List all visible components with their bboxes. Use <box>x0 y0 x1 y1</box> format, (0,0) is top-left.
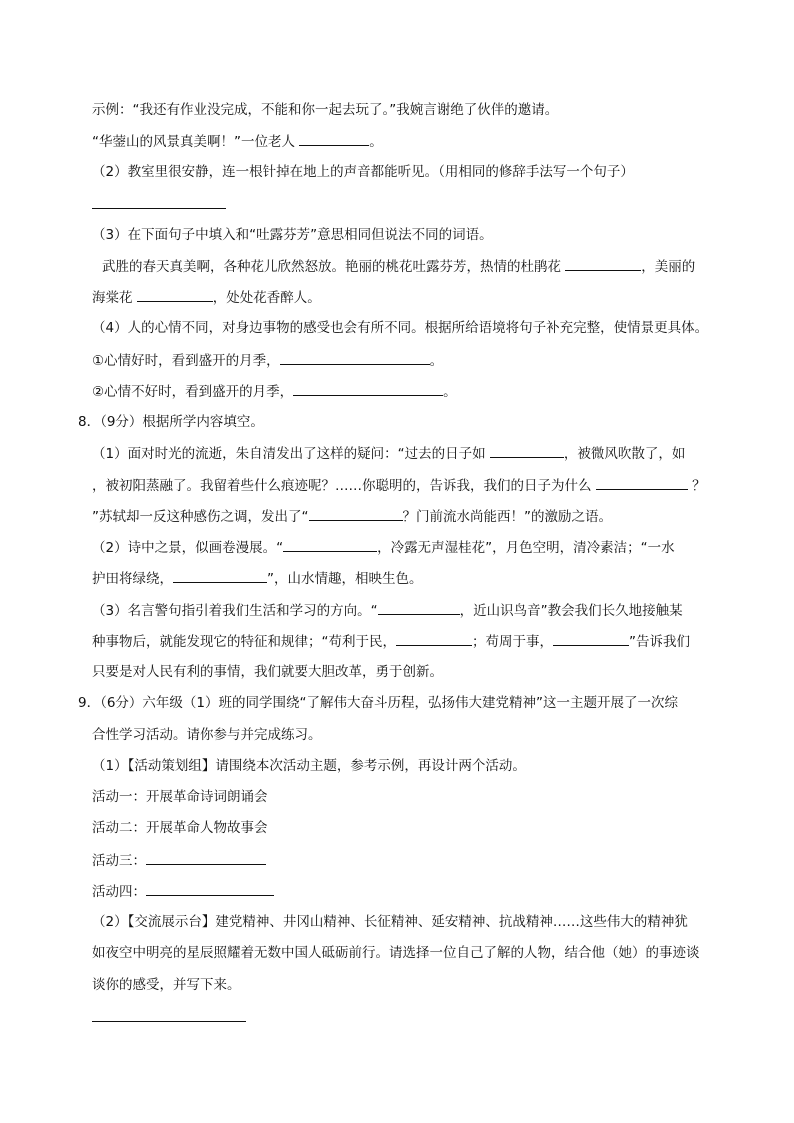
q8-2-line-1: （2）诗中之景，似画卷漫展。“ ，冷露无声湿桂花”，月色空明，清冷素洁；“一水 <box>92 537 675 558</box>
answer-blank[interactable] <box>146 850 266 865</box>
answer-blank[interactable] <box>293 381 443 396</box>
activity-1: 活动一：开展革命诗词朗诵会 <box>92 789 268 805</box>
answer-blank[interactable] <box>299 131 369 146</box>
answer-line[interactable] <box>92 208 226 209</box>
q9-2-line-2: 如夜空中明亮的星辰照耀着无数中国人砥砺前行。请选择一位自己了解的人物，结合他（她）的事迹谈 <box>92 945 700 961</box>
answer-blank[interactable] <box>146 881 274 896</box>
q8-1-line-2: ，被初阳蒸融了。我留着些什么痕迹呢？……你聪明的，告诉我，我们的日子为什么 ？ <box>92 475 706 496</box>
q7-3-sentence: 武胜的春天真美啊，各种花儿欣然怒放。艳丽的桃花吐露芬芳，热情的杜鹃花 ，美丽的 <box>102 256 695 277</box>
q8-1-line-1: （1）面对时光的流逝，朱自清发出了这样的疑问：“过去的日子如 ，被微风吹散了，如 <box>92 443 685 464</box>
answer-blank[interactable] <box>596 475 688 490</box>
example-sentence: 示例：“我还有作业没完成，不能和你一起去玩了。”我婉言谢绝了伙伴的邀请。 <box>92 102 559 118</box>
answer-blank[interactable] <box>490 443 564 458</box>
activity-2: 活动二：开展革命人物故事会 <box>92 820 268 836</box>
answer-blank[interactable] <box>280 350 430 365</box>
q7-3-prompt: （3）在下面句子中填入和“吐露芬芳”意思相同但说法不同的词语。 <box>92 227 493 243</box>
answer-blank[interactable] <box>565 256 641 271</box>
q7-3-sentence-cont: 海棠花 ，处处花香醉人。 <box>92 287 321 308</box>
answer-blank[interactable] <box>283 537 377 552</box>
q8-3-line-1: （3）名言警句指引着我们生活和学习的方向。“ ，近山识鸟音”教会我们长久地接触某 <box>92 600 683 621</box>
answer-blank[interactable] <box>553 631 629 646</box>
answer-blank[interactable] <box>137 287 213 302</box>
question-8-heading: 8．（9分）根据所学内容填空。 <box>78 414 264 430</box>
q9-2-line-3: 谈你的感受，并写下来。 <box>92 977 241 993</box>
q8-3-line-2: 种事物后，就能发现它的特征和规律；“苟利于民， ；苟周于事， ”告诉我们 <box>92 631 690 652</box>
q7-4-prompt: （4）人的心情不同，对身边事物的感受也会有所不同。根据所给语境将句子补充完整，使情景更具体。 <box>92 320 709 336</box>
answer-line[interactable] <box>92 1021 246 1022</box>
answer-blank[interactable] <box>378 600 460 615</box>
q7-4-item-1: ①心情好时，看到盛开的月季， 。 <box>92 350 443 371</box>
answer-blank[interactable] <box>396 631 472 646</box>
answer-blank[interactable] <box>309 506 403 521</box>
activity-4: 活动四： <box>92 881 274 902</box>
q9-intro-cont: 合性学习活动。请你参与并完成练习。 <box>92 727 322 743</box>
q7-1-sentence: “华蓥山的风景真美啊！”一位老人 。 <box>92 131 383 152</box>
q9-1-prompt: （1）【活动策划组】请围绕本次活动主题，参考示例，再设计两个活动。 <box>92 758 526 774</box>
q7-2-prompt: （2）教室里很安静，连一根针掉在地上的声音都能听见。（用相同的修辞手法写一个句子） <box>92 164 634 180</box>
q8-3-line-3: 只要是对人民有利的事情，我们就要大胆改革，勇于创新。 <box>92 664 443 680</box>
activity-3: 活动三： <box>92 850 266 871</box>
q8-1-line-3: ”苏轼却一反这种感伤之调，发出了“ ？门前流水尚能西！”的激励之语。 <box>92 506 612 527</box>
q8-2-line-2: 护田将绿绕， ”，山水情趣，相映生色。 <box>92 568 423 589</box>
question-9-heading: 9．（6分）六年级（1）班的同学围绕“了解伟大奋斗历程，弘扬伟大建党精神”这一主题开展了一次综 <box>78 695 679 711</box>
answer-blank[interactable] <box>173 568 267 583</box>
q9-2-line-1: （2）【交流展示台】建党精神、井冈山精神、长征精神、延安精神、抗战精神……这些伟大的精神犹 <box>92 914 688 930</box>
q7-4-item-2: ②心情不好时，看到盛开的月季， 。 <box>92 381 457 402</box>
